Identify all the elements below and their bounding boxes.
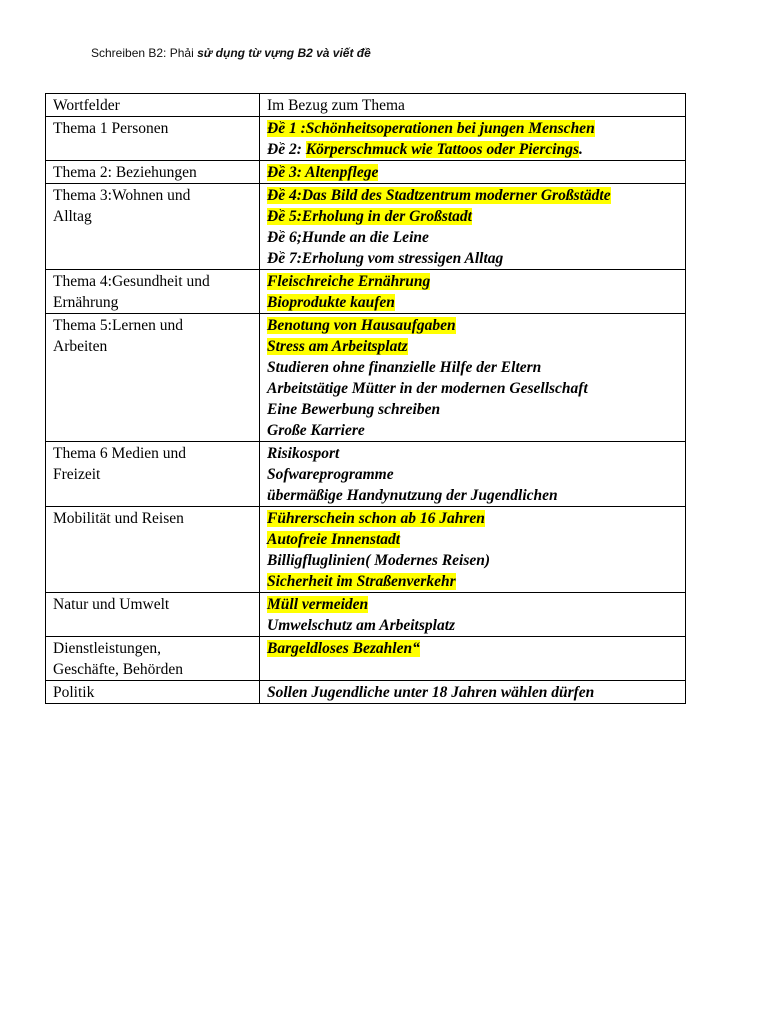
wortfeld-cell — [46, 184, 260, 270]
topic-line — [267, 420, 678, 441]
topic-cell — [260, 117, 686, 161]
topic-cell — [260, 314, 686, 442]
topic-line — [267, 443, 678, 464]
table-row — [46, 442, 686, 507]
wortfeld-line: Mobilität und Reisen — [53, 510, 184, 527]
wortfeld-line: Dienstleistungen, — [53, 640, 162, 657]
table-header-row — [46, 94, 686, 117]
topic-line — [267, 529, 678, 550]
wortfeld-line: Thema 4:Gesundheit und — [53, 273, 210, 290]
heading-prefix: Schreiben B2: Phải — [91, 46, 198, 60]
table-row — [46, 681, 686, 704]
topic-text: Đề 7:Erholung vom stressigen Alltag — [267, 250, 504, 267]
topic-line — [267, 315, 678, 336]
header-wortfelder: Wortfelder — [46, 94, 260, 117]
highlighted-text: Đề 1 :Schönheitsoperationen bei jungen Menschen — [267, 120, 595, 137]
topic-text: . — [579, 141, 583, 158]
wortfeld-line: Freizeit — [53, 466, 101, 483]
highlighted-text: Bargeldloses Bezahlen“ — [267, 640, 420, 657]
table-row — [46, 593, 686, 637]
wortfeld-line: Geschäfte, Behörden — [53, 661, 183, 678]
wortfeld-line: Politik — [53, 684, 95, 701]
wortfeld-cell — [46, 161, 260, 184]
table-row — [46, 637, 686, 681]
topic-line — [267, 485, 678, 506]
wortfeld-cell — [46, 593, 260, 637]
wortfeld-line: Arbeiten — [53, 338, 108, 355]
wortfeld-line: Natur und Umwelt — [53, 596, 170, 613]
topic-cell — [260, 184, 686, 270]
highlighted-text: Benotung von Hausaufgaben — [267, 317, 456, 334]
topic-line — [267, 185, 678, 206]
highlighted-text: Führerschein schon ab 16 Jahren — [267, 510, 485, 527]
table-row — [46, 184, 686, 270]
highlighted-text: Körperschmuck wie Tattoos oder Piercings — [305, 141, 580, 158]
topic-line — [267, 206, 678, 227]
table-row — [46, 507, 686, 593]
topic-line — [267, 508, 678, 529]
topic-line — [267, 594, 678, 615]
topic-text: Đề 6;Hunde an die Leine — [267, 229, 429, 246]
topic-text: Studieren ohne finanzielle Hilfe der Eltern — [267, 359, 542, 376]
wortfeld-cell — [46, 314, 260, 442]
topic-line — [267, 550, 678, 571]
topic-text: übermäßige Handynutzung der Jugendlichen — [267, 487, 558, 504]
table-row — [46, 314, 686, 442]
topic-cell — [260, 681, 686, 704]
wortfeld-line: Thema 6 Medien und — [53, 445, 187, 462]
topic-line — [267, 118, 678, 139]
wortfeld-cell — [46, 681, 260, 704]
table-row — [46, 117, 686, 161]
topic-line — [267, 271, 678, 292]
topic-cell — [260, 593, 686, 637]
table-row — [46, 270, 686, 314]
header-im-bezug: Im Bezug zum Thema — [260, 94, 686, 117]
wortfeld-line: Alltag — [53, 208, 92, 225]
topic-line — [267, 292, 678, 313]
topic-line — [267, 399, 678, 420]
wortfeld-line: Thema 2: Beziehungen — [53, 164, 197, 181]
topic-cell — [260, 442, 686, 507]
highlighted-text: Autofreie Innenstadt — [267, 531, 401, 548]
topic-line — [267, 638, 678, 659]
topic-line — [267, 682, 678, 703]
topic-cell — [260, 507, 686, 593]
topic-line — [267, 227, 678, 248]
topic-cell — [260, 161, 686, 184]
topic-line — [267, 248, 678, 269]
topic-line — [267, 162, 678, 183]
document-heading — [91, 46, 371, 60]
topic-text: Billigfluglinien( Modernes Reisen) — [267, 552, 491, 569]
highlighted-text: Stress am Arbeitsplatz — [267, 338, 408, 355]
topic-text: Große Karriere — [267, 422, 365, 439]
topic-text: Sofwareprogramme — [267, 466, 394, 483]
topic-line — [267, 336, 678, 357]
highlighted-text: Bioprodukte kaufen — [267, 294, 395, 311]
topic-cell — [260, 270, 686, 314]
wortfeld-line: Thema 5:Lernen und — [53, 317, 183, 334]
topic-text: Đề 2: — [267, 141, 306, 158]
wortfeld-line: Ernährung — [53, 294, 119, 311]
topic-line — [267, 571, 678, 592]
wortfeld-cell — [46, 507, 260, 593]
topic-text: Umwelschutz am Arbeitsplatz — [267, 617, 456, 634]
wortfeld-cell — [46, 270, 260, 314]
wortfeld-cell — [46, 637, 260, 681]
topic-line — [267, 378, 678, 399]
highlighted-text: Sicherheit im Straßenverkehr — [267, 573, 456, 590]
highlighted-text: Đề 4:Das Bild des Stadtzentrum moderner Großstädte — [267, 187, 611, 204]
wortfeld-cell — [46, 117, 260, 161]
topic-table — [45, 93, 686, 704]
topic-line — [267, 615, 678, 636]
topic-line — [267, 464, 678, 485]
wortfeld-cell — [46, 442, 260, 507]
topic-table-body — [46, 94, 686, 704]
table-row — [46, 161, 686, 184]
topic-line — [267, 357, 678, 378]
wortfeld-line: Thema 1 Personen — [53, 120, 169, 137]
highlighted-text: Đề 5:Erholung in der Großstadt — [267, 208, 472, 225]
highlighted-text: Đề 3: Altenpflege — [267, 164, 379, 181]
topic-cell — [260, 637, 686, 681]
heading-emphasis: sử dụng từ vựng B2 và viết đề — [197, 46, 371, 60]
highlighted-text: Müll vermeiden — [267, 596, 369, 613]
highlighted-text: Fleischreiche Ernährung — [267, 273, 431, 290]
wortfeld-line: Thema 3:Wohnen und — [53, 187, 191, 204]
topic-text: Arbeitstätige Mütter in der modernen Gesellschaft — [267, 380, 588, 397]
topic-text: Risikosport — [267, 445, 340, 462]
topic-text: Eine Bewerbung schreiben — [267, 401, 441, 418]
topic-line — [267, 139, 678, 160]
topic-text: Sollen Jugendliche unter 18 Jahren wählen dürfen — [267, 684, 595, 701]
